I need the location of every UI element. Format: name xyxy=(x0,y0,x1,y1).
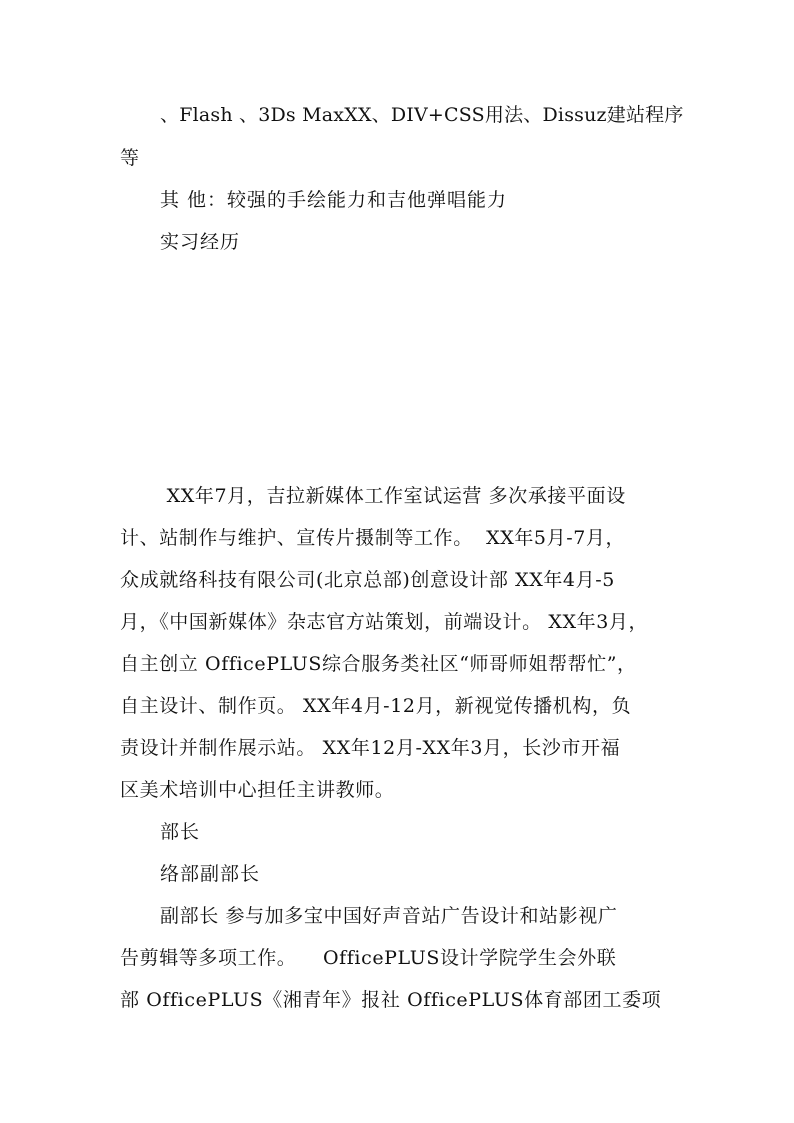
positions-line: 副部长 参与加多宝中国好声音站广告设计和站影视广 xyxy=(160,905,618,927)
internship-line: 区美术培训中心担任主讲教师。 xyxy=(120,779,395,801)
skills-software-continuation: 等 xyxy=(120,147,140,169)
internship-line: 自主创立 OfficePLUS综合服务类社区“师哥师姐帮帮忙”， xyxy=(120,653,637,675)
skills-other: 其 他：较强的手绘能力和吉他弹唱能力 xyxy=(160,189,508,211)
internship-line: 月，《中国新媒体》杂志官方站策划，前端设计。 XX年3月， xyxy=(120,611,649,633)
skills-software-line: 、Flash 、3Ds MaxXX、DIV+CSS用法、Dissuz建站程序 xyxy=(160,104,684,126)
positions-line: 部 OfficePLUS《湘青年》报社 OfficePLUS体育部团工委项 xyxy=(120,989,662,1011)
internship-line: 责设计并制作展示站。 XX年12月-XX年3月，长沙市开福 xyxy=(120,737,621,759)
internship-line: 众成就络科技有限公司(北京总部)创意设计部 XX年4月-5 xyxy=(120,569,615,591)
positions-line: 告剪辑等多项工作。 OfficePLUS设计学院学生会外联 xyxy=(120,947,617,969)
position-title: 部长 xyxy=(160,821,201,843)
section-heading-internship: 实习经历 xyxy=(160,231,241,253)
internship-line: 自主设计、制作页。 XX年4月-12月，新视觉传播机构，负 xyxy=(120,695,632,717)
internship-line: 计、站制作与维护、宣传片摄制等工作。 XX年5月-7月， xyxy=(120,527,626,549)
position-title: 络部副部长 xyxy=(160,863,261,885)
internship-line: XX年7月，吉拉新媒体工作室试运营 多次承接平面设 xyxy=(160,485,626,507)
